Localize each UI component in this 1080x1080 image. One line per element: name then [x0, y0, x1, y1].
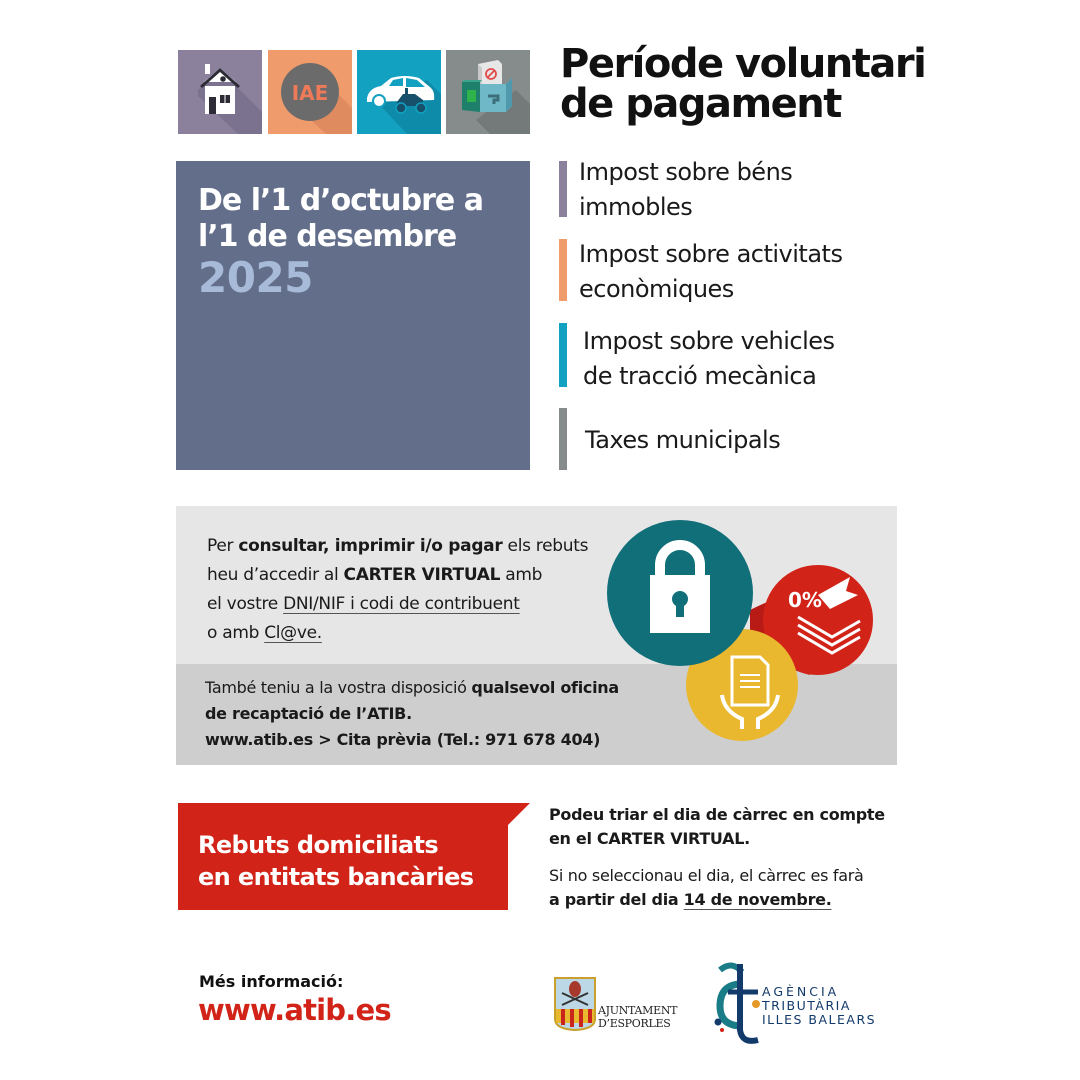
text: a partir del dia — [549, 890, 684, 909]
office-line-1 — [205, 675, 619, 701]
text: el vostre — [207, 594, 284, 614]
access-line-2 — [207, 561, 588, 590]
tile-vehicles — [357, 50, 441, 134]
esporles-coat-of-arms-icon — [552, 975, 598, 1031]
access-line-1 — [207, 532, 588, 561]
tax-color-bar — [559, 408, 567, 470]
tax-label-line2: econòmiques — [579, 275, 734, 303]
banner-line-2: en entitats bancàries — [198, 863, 474, 891]
text: També teniu a la vostra disposició — [205, 678, 472, 697]
info1-line-1: Podeu triar el dia de càrrec en compte — [549, 805, 885, 824]
title-line-2: de pagament — [560, 81, 841, 127]
agencia-line-2: TRIBUTÀRIA — [762, 998, 851, 1013]
house-icon — [178, 50, 262, 134]
text: heu d’accedir al — [207, 565, 344, 585]
tax-label-line1: Impost sobre vehicles — [583, 327, 835, 355]
tile-ibi — [178, 50, 262, 134]
period-year: 2025 — [198, 253, 313, 302]
atib-logo-text — [762, 985, 876, 1027]
text: Per — [207, 536, 239, 556]
agencia-line-1: AGÈNCIA — [762, 984, 840, 999]
tax-color-bar — [559, 239, 567, 301]
office-line-2: de recaptació de l’ATIB. — [205, 704, 412, 723]
ajuntament-esporles-logo-text — [598, 1004, 677, 1030]
tax-label-line1: Impost sobre activitats — [579, 240, 843, 268]
feature-icons-graphic — [600, 515, 890, 745]
more-info-label: Més informació: — [199, 972, 344, 991]
car-moto-icon — [357, 50, 441, 134]
carter-virtual-bold: CARTER VIRTUAL — [343, 565, 501, 585]
tax-color-bar — [559, 323, 567, 387]
ajuntament-line-2: D’ESPORLES — [598, 1017, 671, 1030]
tax-label-line1: Impost sobre béns — [579, 158, 793, 186]
banner-line-1: Rebuts domiciliats — [198, 831, 439, 859]
info2-line-2 — [549, 888, 864, 912]
ajuntament-line-1: AJUNTAMENT — [598, 1004, 678, 1017]
text: els rebuts — [502, 536, 589, 556]
iae-icon — [268, 50, 352, 134]
municipal-boxes-icon — [446, 50, 530, 134]
access-line-4 — [207, 619, 588, 648]
office-text — [205, 675, 619, 753]
text-bold: qualsevol oficina — [471, 678, 619, 697]
access-line-3 — [207, 590, 588, 619]
cita-previa-link[interactable]: www.atib.es > Cita prèvia (Tel.: 971 678 404) — [205, 730, 601, 749]
dni-nif-link[interactable]: DNI/NIF i codi de contribuent — [283, 594, 520, 614]
choose-day-text — [549, 803, 885, 851]
tax-label-line2: de tracció mecànica — [583, 362, 817, 390]
text: o amb — [207, 623, 265, 643]
default-day-text — [549, 864, 864, 912]
date-underlined: 14 de novembre. — [683, 890, 832, 909]
tile-iae — [268, 50, 352, 134]
title-line-1: Període voluntari — [560, 41, 926, 87]
info1-line-2: en el CARTER VIRTUAL. — [549, 829, 750, 848]
tax-label-line1: Taxes municipals — [585, 426, 781, 454]
page-title — [560, 41, 926, 127]
iae-label: IAE — [291, 81, 329, 105]
agencia-line-3: ILLES BALEARS — [762, 1012, 877, 1027]
period-line-2: l’1 de desembre — [198, 219, 457, 254]
online-access-text — [207, 532, 588, 648]
atib-website-link[interactable]: www.atib.es — [198, 993, 391, 1027]
period-line-1: De l’1 d’octubre a — [198, 183, 483, 218]
text: amb — [500, 565, 543, 585]
tax-color-bar — [559, 161, 567, 217]
info2-line-1: Si no seleccionau el dia, el càrrec es farà — [549, 866, 864, 885]
direct-debit-banner-text — [178, 803, 508, 910]
atib-logo-icon — [712, 960, 762, 1048]
tax-label-line2: immobles — [579, 193, 693, 221]
payment-period-box — [176, 161, 530, 470]
clave-link[interactable]: Cl@ve. — [264, 623, 322, 643]
text-bold: consultar, imprimir i/o pagar — [238, 536, 503, 556]
tile-municipal — [446, 50, 530, 134]
zero-percent-label: 0% — [788, 588, 822, 612]
